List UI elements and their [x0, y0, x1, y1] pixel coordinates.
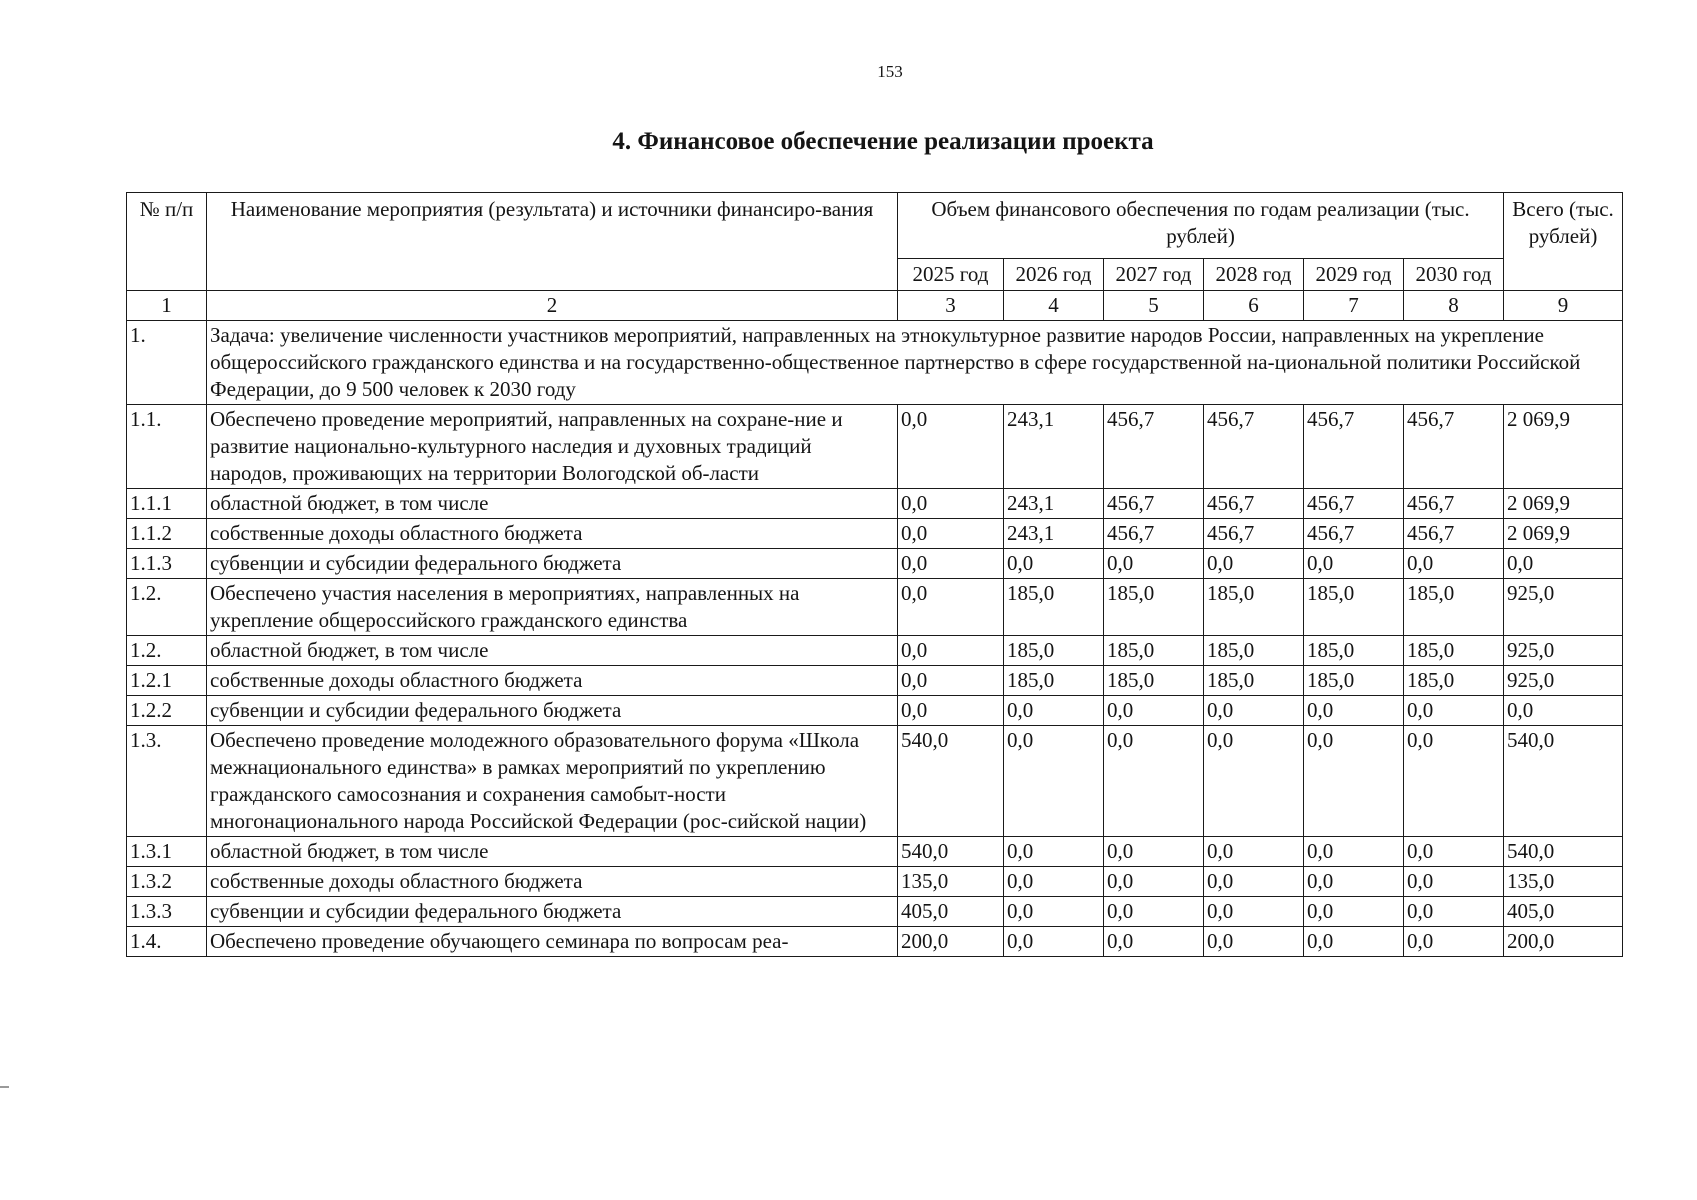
page-number: 153 [877, 62, 903, 81]
row-total: 2 069,9 [1504, 519, 1623, 549]
row-name: Обеспечено проведение мероприятий, направленных на сохране-ние и развитие национально-культурного наследия и духовных традиций народов, проживающих на территории Вологодской об-ласти [207, 405, 898, 489]
row-code: 1.2.1 [127, 666, 207, 696]
row-value: 0,0 [1104, 927, 1204, 957]
column-number: 8 [1404, 291, 1504, 321]
row-total: 135,0 [1504, 867, 1623, 897]
row-value: 135,0 [898, 867, 1004, 897]
row-value: 0,0 [1304, 897, 1404, 927]
header-year: 2025 год [898, 259, 1004, 291]
row-value: 456,7 [1404, 489, 1504, 519]
row-value: 0,0 [1304, 696, 1404, 726]
row-value: 405,0 [898, 897, 1004, 927]
row-value: 0,0 [1404, 927, 1504, 957]
row-value: 456,7 [1104, 519, 1204, 549]
row-value: 0,0 [1204, 927, 1304, 957]
row-value: 185,0 [1304, 666, 1404, 696]
table-row [127, 519, 1623, 549]
column-number-row [127, 291, 1623, 321]
row-value: 0,0 [1404, 867, 1504, 897]
row-value: 0,0 [1004, 696, 1104, 726]
row-value: 0,0 [1004, 726, 1104, 837]
table-row [127, 579, 1623, 636]
row-code: 1.1.1 [127, 489, 207, 519]
row-value: 456,7 [1204, 519, 1304, 549]
row-value: 0,0 [898, 579, 1004, 636]
row-value: 0,0 [1104, 549, 1204, 579]
table-row [127, 405, 1623, 489]
row-value: 456,7 [1104, 489, 1204, 519]
row-value: 185,0 [1204, 636, 1304, 666]
row-value: 0,0 [1404, 726, 1504, 837]
row-value: 456,7 [1304, 519, 1404, 549]
header-year: 2030 год [1404, 259, 1504, 291]
column-number: 9 [1504, 291, 1623, 321]
scan-artifact [0, 1086, 9, 1088]
table-row [127, 867, 1623, 897]
row-code: 1.2. [127, 636, 207, 666]
row-value: 0,0 [898, 549, 1004, 579]
table-row [127, 726, 1623, 837]
row-value: 0,0 [1304, 867, 1404, 897]
row-total: 925,0 [1504, 636, 1623, 666]
row-value: 0,0 [1004, 837, 1104, 867]
row-value: 0,0 [898, 405, 1004, 489]
row-total: 540,0 [1504, 726, 1623, 837]
row-value: 456,7 [1104, 405, 1204, 489]
task-row [127, 321, 1623, 405]
row-value: 0,0 [1204, 549, 1304, 579]
column-number: 4 [1004, 291, 1104, 321]
row-value: 185,0 [1304, 579, 1404, 636]
row-code: 1.1. [127, 405, 207, 489]
row-value: 185,0 [1404, 666, 1504, 696]
row-name: субвенции и субсидии федерального бюджета [207, 897, 898, 927]
row-name: субвенции и субсидии федерального бюджета [207, 549, 898, 579]
header-year: 2026 год [1004, 259, 1104, 291]
row-total: 0,0 [1504, 549, 1623, 579]
row-name: Обеспечено проведение обучающего семинара по вопросам реа- [207, 927, 898, 957]
row-value: 0,0 [1104, 726, 1204, 837]
header-volume: Объем финансового обеспечения по годам реализации (тыс. рублей) [898, 193, 1504, 259]
row-value: 0,0 [1404, 837, 1504, 867]
row-value: 185,0 [1004, 666, 1104, 696]
row-total: 2 069,9 [1504, 405, 1623, 489]
header-year: 2028 год [1204, 259, 1304, 291]
row-value: 0,0 [1204, 696, 1304, 726]
row-name: Обеспечено проведение молодежного образовательного форума «Школа межнационального единства» в рамках мероприятий по укреплению гражданского самосознания и сохранения самобыт-ности многонационального народа Российской Федерации (рос-сийской нации) [207, 726, 898, 837]
row-code: 1.3. [127, 726, 207, 837]
table-row [127, 837, 1623, 867]
row-code: 1.2.2 [127, 696, 207, 726]
column-number: 6 [1204, 291, 1304, 321]
table-row [127, 897, 1623, 927]
row-value: 0,0 [1304, 927, 1404, 957]
column-number: 5 [1104, 291, 1204, 321]
task-code: 1. [127, 321, 207, 405]
row-value: 456,7 [1204, 489, 1304, 519]
row-value: 0,0 [1104, 696, 1204, 726]
row-value: 185,0 [1404, 579, 1504, 636]
column-number: 7 [1304, 291, 1404, 321]
row-value: 185,0 [1104, 579, 1204, 636]
row-name: областной бюджет, в том числе [207, 837, 898, 867]
row-value: 0,0 [898, 666, 1004, 696]
row-value: 0,0 [1204, 726, 1304, 837]
row-value: 0,0 [1304, 837, 1404, 867]
row-value: 0,0 [1204, 897, 1304, 927]
row-code: 1.3.2 [127, 867, 207, 897]
row-name: собственные доходы областного бюджета [207, 666, 898, 696]
row-value: 243,1 [1004, 519, 1104, 549]
section-title: 4. Финансовое обеспечение реализации проекта [612, 128, 1154, 155]
row-value: 0,0 [898, 696, 1004, 726]
task-text: Задача: увеличение численности участников мероприятий, направленных на этнокультурное развитие народов России, направленных на укрепление общероссийского гражданского единства и на государственно-общественное партнерство в сфере государственной на-циональной политики Российской Федерации, до 9 500 человек к 2030 году [207, 321, 1623, 405]
row-name: собственные доходы областного бюджета [207, 867, 898, 897]
row-value: 0,0 [1104, 897, 1204, 927]
row-value: 185,0 [1304, 636, 1404, 666]
table-row [127, 489, 1623, 519]
row-value: 185,0 [1104, 666, 1204, 696]
row-value: 456,7 [1404, 519, 1504, 549]
row-code: 1.1.2 [127, 519, 207, 549]
header-name: Наименование мероприятия (результата) и источники финансиро-вания [207, 193, 898, 291]
row-value: 0,0 [898, 636, 1004, 666]
column-number: 1 [127, 291, 207, 321]
header-year: 2029 год [1304, 259, 1404, 291]
row-value: 0,0 [1004, 549, 1104, 579]
row-value: 0,0 [1104, 867, 1204, 897]
row-value: 540,0 [898, 726, 1004, 837]
row-code: 1.4. [127, 927, 207, 957]
row-value: 456,7 [1304, 405, 1404, 489]
table-row [127, 636, 1623, 666]
table-row [127, 549, 1623, 579]
row-value: 0,0 [1404, 696, 1504, 726]
row-total: 405,0 [1504, 897, 1623, 927]
row-value: 185,0 [1204, 579, 1304, 636]
row-value: 456,7 [1204, 405, 1304, 489]
row-value: 0,0 [1204, 867, 1304, 897]
row-name: субвенции и субсидии федерального бюджета [207, 696, 898, 726]
row-value: 0,0 [1004, 927, 1104, 957]
row-code: 1.1.3 [127, 549, 207, 579]
row-value: 0,0 [1404, 897, 1504, 927]
financing-table [126, 192, 1623, 957]
row-name: областной бюджет, в том числе [207, 489, 898, 519]
row-value: 185,0 [1004, 579, 1104, 636]
column-number: 2 [207, 291, 898, 321]
header-total: Всего (тыс. рублей) [1504, 193, 1623, 291]
row-name: областной бюджет, в том числе [207, 636, 898, 666]
table-row [127, 666, 1623, 696]
row-total: 0,0 [1504, 696, 1623, 726]
row-value: 456,7 [1404, 405, 1504, 489]
row-value: 0,0 [1104, 837, 1204, 867]
row-value: 243,1 [1004, 489, 1104, 519]
column-number: 3 [898, 291, 1004, 321]
row-value: 243,1 [1004, 405, 1104, 489]
row-value: 0,0 [1304, 549, 1404, 579]
row-code: 1.3.3 [127, 897, 207, 927]
row-value: 0,0 [898, 489, 1004, 519]
row-value: 200,0 [898, 927, 1004, 957]
row-value: 540,0 [898, 837, 1004, 867]
row-code: 1.2. [127, 579, 207, 636]
row-value: 185,0 [1004, 636, 1104, 666]
row-value: 185,0 [1204, 666, 1304, 696]
row-value: 185,0 [1104, 636, 1204, 666]
row-total: 925,0 [1504, 666, 1623, 696]
table-header [127, 193, 1623, 291]
row-value: 0,0 [1004, 867, 1104, 897]
row-name: собственные доходы областного бюджета [207, 519, 898, 549]
row-total: 200,0 [1504, 927, 1623, 957]
row-value: 456,7 [1304, 489, 1404, 519]
row-total: 2 069,9 [1504, 489, 1623, 519]
row-value: 0,0 [898, 519, 1004, 549]
header-num: № п/п [127, 193, 207, 291]
row-value: 0,0 [1204, 837, 1304, 867]
row-name: Обеспечено участия населения в мероприятиях, направленных на укрепление общероссийского гражданского единства [207, 579, 898, 636]
row-total: 925,0 [1504, 579, 1623, 636]
header-year: 2027 год [1104, 259, 1204, 291]
table-row [127, 696, 1623, 726]
row-code: 1.3.1 [127, 837, 207, 867]
table-row [127, 927, 1623, 957]
row-value: 0,0 [1404, 549, 1504, 579]
row-value: 185,0 [1404, 636, 1504, 666]
row-total: 540,0 [1504, 837, 1623, 867]
table-body [127, 291, 1623, 957]
row-value: 0,0 [1304, 726, 1404, 837]
row-value: 0,0 [1004, 897, 1104, 927]
